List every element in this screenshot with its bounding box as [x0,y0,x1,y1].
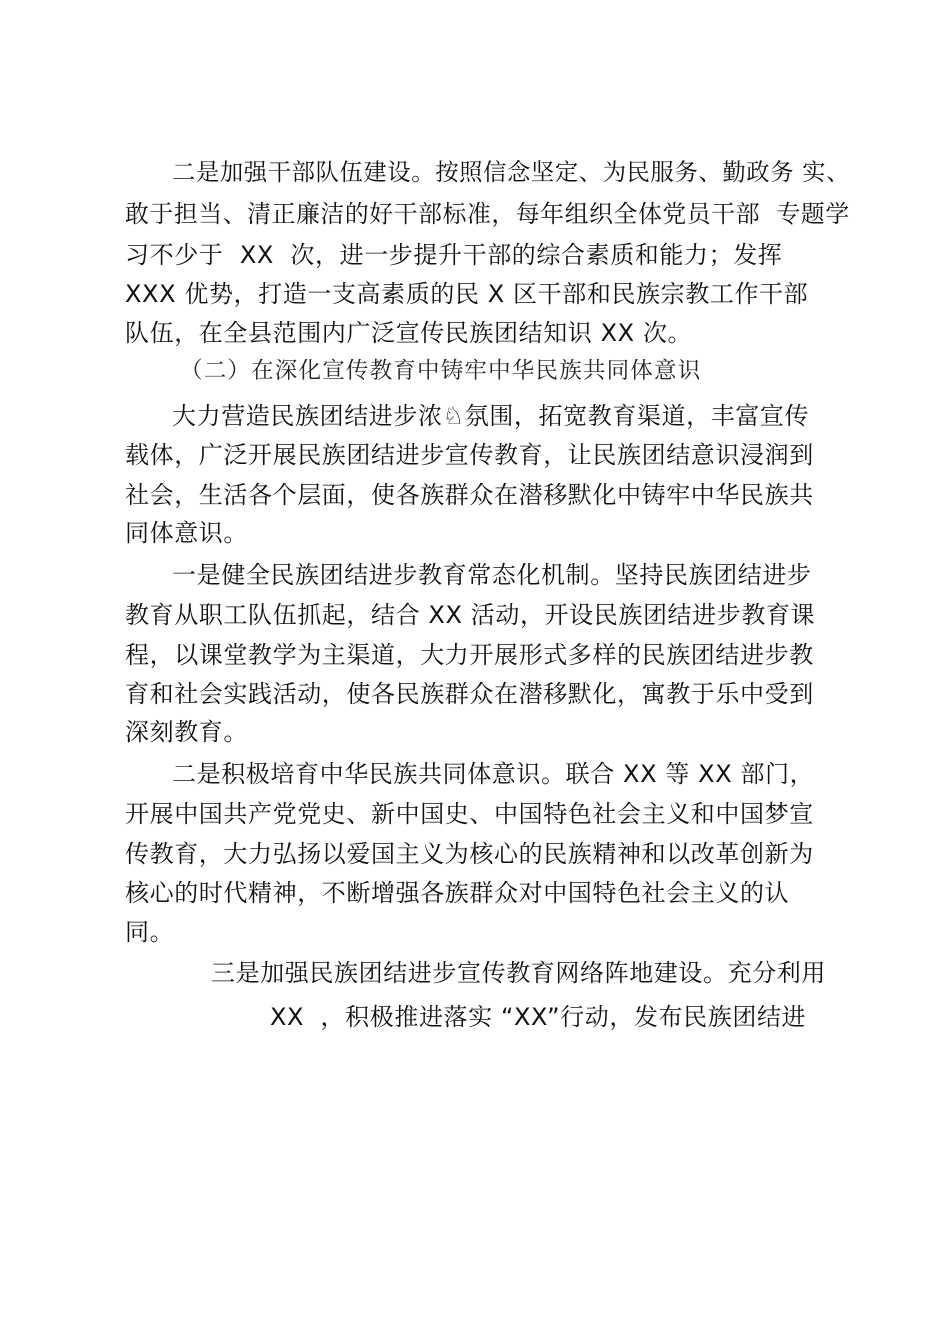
text-line: 同体意识。 [125,519,248,547]
text-line: 队伍，在全县范围内广泛宣传民族团结知识 XX 次。 [125,319,693,347]
text-line: 三是加强民族团结进步宣传教育网络阵地建设。充分利用 [211,959,826,987]
text-line: 核心的时代精神，不断增强各族群众对中国特色社会主义的认 [125,879,790,907]
text-line: 开展中国共产党党史、新中国史、中国特色社会主义和中国梦宣 [125,800,814,828]
text-line: 习不少于 XX 次，进一步提升干部的综合素质和能力；发挥 [125,241,783,269]
text-line: 程，以课堂教学为主渠道，大力开展形式多样的民族团结进步教 [125,641,814,669]
text-line: 同。 [125,918,175,946]
text-line: 大力营造民族团结进步浓♘氛围，拓宽教育渠道，丰富宣传 [172,402,810,430]
text-line: 敢于担当、清正廉洁的好干部标准，每年组织全体党员干部 专题学 [125,200,850,228]
text-line: 二是加强干部队伍建设。按照信念坚定、为民服务、勤政务 实、 [172,158,851,186]
text-line: 一是健全民族团结进步教育常态化机制。坚持民族团结进步 [172,561,812,589]
text-line: 传教育，大力弘扬以爱国主义为核心的民族精神和以改革创新为 [125,840,814,868]
text-line: 二是积极培育中华民族共同体意识。联合 XX 等 XX 部门， [172,760,815,788]
text-line: 社会，生活各个层面，使各族群众在潜移默化中铸牢中华民族共 [125,481,814,509]
text-line: 育和社会实践活动，使各民族群众在潜移默化，寓教于乐中受到 [125,680,814,708]
text-line: 载体，广泛开展民族团结进步宣传教育，让民族团结意识浸润到 [125,441,814,469]
section-heading: （二）在深化宣传教育中铸牢中华民族共同体意识 [180,358,702,384]
text-line: XX ，积极推进落实 “XX”行动，发布民族团结进 [270,1003,807,1031]
text-line: XXX 优势，打造一支高素质的民 X 区干部和民族宗教工作干部 [125,280,809,308]
text-line: 深刻教育。 [125,718,248,746]
text-line: 教育从职工队伍抓起，结合 XX 活动，开设民族团结进步教育课 [125,601,816,629]
